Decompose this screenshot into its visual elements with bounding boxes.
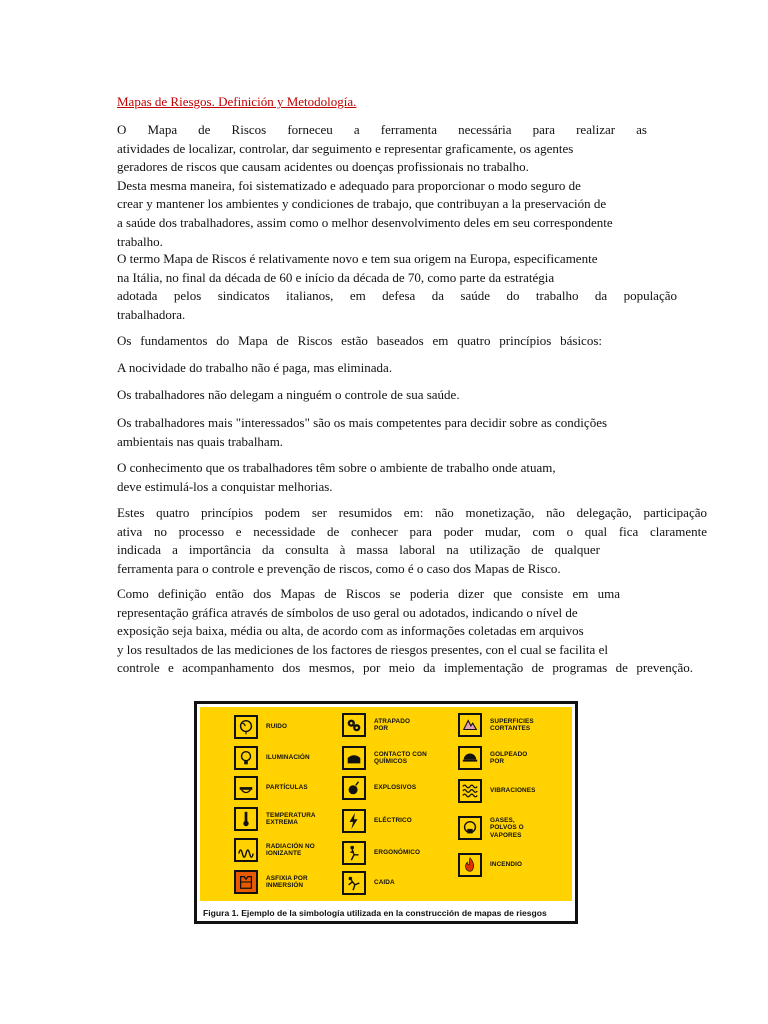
bomb-icon <box>342 776 366 800</box>
lightbulb-icon <box>234 746 258 770</box>
text-line: Estes quatro princípios podem ser resumidos em: não monetização, não delegação, participação <box>117 505 707 520</box>
hard-hat-icon <box>458 746 482 770</box>
paragraph-4 <box>117 359 392 378</box>
text-line: O Mapa de Riscos forneceu a ferramenta necessária para realizar as <box>117 122 647 137</box>
text-line: trabalhadora. <box>117 306 186 322</box>
falling-person-icon <box>342 871 366 895</box>
paragraph-6 <box>117 414 607 451</box>
text-line: ferramenta para o controle e prevenção de riscos, como é o caso dos Mapas de Risco. <box>117 560 561 576</box>
text-line: representação gráfica através de símbolos de uso geral ou adotados, indicando o nível de <box>117 604 578 620</box>
symbol-temperatura <box>234 806 316 832</box>
symbol-label: GASES, POLVOS O VAPORES <box>490 817 524 839</box>
thermometer-icon <box>234 807 258 831</box>
head-ear-icon <box>234 715 258 739</box>
text-line: ambientais nas quais trabalham. <box>117 433 284 449</box>
text-line: O termo Mapa de Riscos é relativamente novo e tem sua origem na Europa, especificamente <box>117 251 598 266</box>
symbol-label: SUPERFICIES CORTANTES <box>490 717 534 732</box>
document-title: Mapas de Riesgos. Definición y Metodología. <box>117 94 357 109</box>
symbol-label: ASFIXIA POR INMERSIÓN <box>266 874 308 889</box>
text-line: Os trabalhadores não delegam a ninguém o controle de sua saúde. <box>117 387 460 402</box>
symbol-label: RADIACIÓN NO IONIZANTE <box>266 842 315 857</box>
symbol-label: VIBRACIONES <box>490 787 536 795</box>
respirator-head-icon <box>458 816 482 840</box>
symbol-ruido <box>234 714 287 740</box>
face-goggles-icon <box>234 776 258 800</box>
ergonomic-posture-icon <box>342 841 366 865</box>
symbol-label: CAIDA <box>374 879 395 887</box>
symbol-label: PARTÍCULAS <box>266 784 308 792</box>
text-line: ativa no processo e necessidade de conhecer para poder mudar, com o qual fica claramente <box>117 523 707 539</box>
text-line: geradores de riscos que causam acidentes ou doenças profissionais no trabalho. <box>117 159 529 175</box>
paragraph-8 <box>117 504 707 578</box>
text-line: trabalho. <box>117 233 163 249</box>
text-line: A nocividade do trabalho não é paga, mas eliminada. <box>117 360 393 375</box>
figure-caption: Figura 1. Ejemplo de la simbología utilizada en la construcción de mapas de riesgos <box>203 908 547 918</box>
symbol-incendio <box>458 852 522 878</box>
symbol-caida <box>342 870 395 896</box>
symbol-label: ILUMINACIÓN <box>266 754 310 762</box>
text-line: Os trabalhadores mais "interessados" são os mais competentes para decidir sobre as condições <box>117 415 608 430</box>
paragraph-1 <box>117 121 647 251</box>
text-line: O conhecimento que os trabalhadores têm sobre o ambiente de trabalho onde atuam, <box>117 460 556 475</box>
paragraph-3 <box>117 332 602 351</box>
symbol-ergonomico <box>342 840 420 866</box>
text-line: a saúde dos trabalhadores, assim como o melhor desenvolvimento deles em seu correspondente <box>117 214 613 230</box>
text-line: Os fundamentos do Mapa de Riscos estão baseados em quatro princípios básicos: <box>117 333 602 348</box>
symbol-label: EXPLOSIVOS <box>374 784 417 792</box>
symbol-label: RUIDO <box>266 723 288 731</box>
symbols-panel <box>200 707 572 901</box>
symbol-label: ERGONÓMICO <box>374 849 421 857</box>
text-line: adotada pelos sindicatos italianos, em defesa da saúde do trabalho da população <box>117 288 677 304</box>
text-line: crear y mantener los ambientes y condiciones de trabajo, que contribuyan a la preservación de <box>117 196 607 212</box>
life-vest-icon <box>234 870 258 894</box>
symbol-radiacion <box>234 837 315 863</box>
text-line: na Itália, no final da década de 60 e início da década de 70, como parte da estratégia <box>117 269 555 285</box>
text-line: Como definição então dos Mapas de Riscos se poderia dizer que consiste em uma <box>117 586 620 601</box>
fire-icon <box>458 853 482 877</box>
cutting-hand-icon <box>458 713 482 737</box>
symbol-electrico <box>342 808 412 834</box>
text-line: indicada a importância da consulta à massa laboral na utilização de qualquer <box>117 542 600 558</box>
text-line: controle e acompanhamento dos mesmos, por meio da implementação de programas de prevenção. <box>117 660 693 676</box>
symbol-superficies <box>458 712 534 738</box>
lightning-icon <box>342 809 366 833</box>
symbol-quimicos <box>342 745 427 771</box>
radiation-wave-icon <box>234 838 258 862</box>
text-line: Desta mesma maneira, foi sistematizado e adequado para proporcionar o modo seguro de <box>117 177 581 193</box>
paragraph-2 <box>117 250 677 324</box>
symbol-explosivos <box>342 775 416 801</box>
risk-symbols-figure <box>194 701 578 924</box>
symbol-label: CONTACTO CON QUÍMICOS <box>374 750 427 765</box>
paragraph-9 <box>117 585 693 678</box>
gears-hand-icon <box>342 713 366 737</box>
symbol-atrapado <box>342 712 410 738</box>
vibration-waves-icon <box>458 779 482 803</box>
symbol-label: ELÉCTRICO <box>374 817 412 825</box>
paragraph-5 <box>117 386 460 405</box>
text-line: y los resultados de las mediciones de los factores de riesgos presentes, con el cual se facilita el <box>117 641 608 657</box>
symbol-asfixia <box>234 869 308 895</box>
symbol-iluminacion <box>234 745 310 771</box>
text-line: deve estimulá-los a conquistar melhorias. <box>117 478 333 494</box>
symbol-particulas <box>234 775 308 801</box>
symbol-golpeado <box>458 745 527 771</box>
symbol-label: GOLPEADO POR <box>490 750 528 765</box>
symbol-label: INCENDIO <box>490 861 523 869</box>
paragraph-7 <box>117 459 556 496</box>
text-line: atividades de localizar, controlar, dar seguimento e representar graficamente, os agentes <box>117 140 574 156</box>
symbol-label: TEMPERATURA EXTREMA <box>266 811 316 826</box>
chemical-container-icon <box>342 746 366 770</box>
symbol-vibraciones <box>458 778 536 804</box>
symbol-label: ATRAPADO POR <box>374 717 411 732</box>
symbol-gases <box>458 815 524 841</box>
text-line: exposição seja baixa, média ou alta, de acordo com as informações coletadas em arquivos <box>117 623 584 639</box>
